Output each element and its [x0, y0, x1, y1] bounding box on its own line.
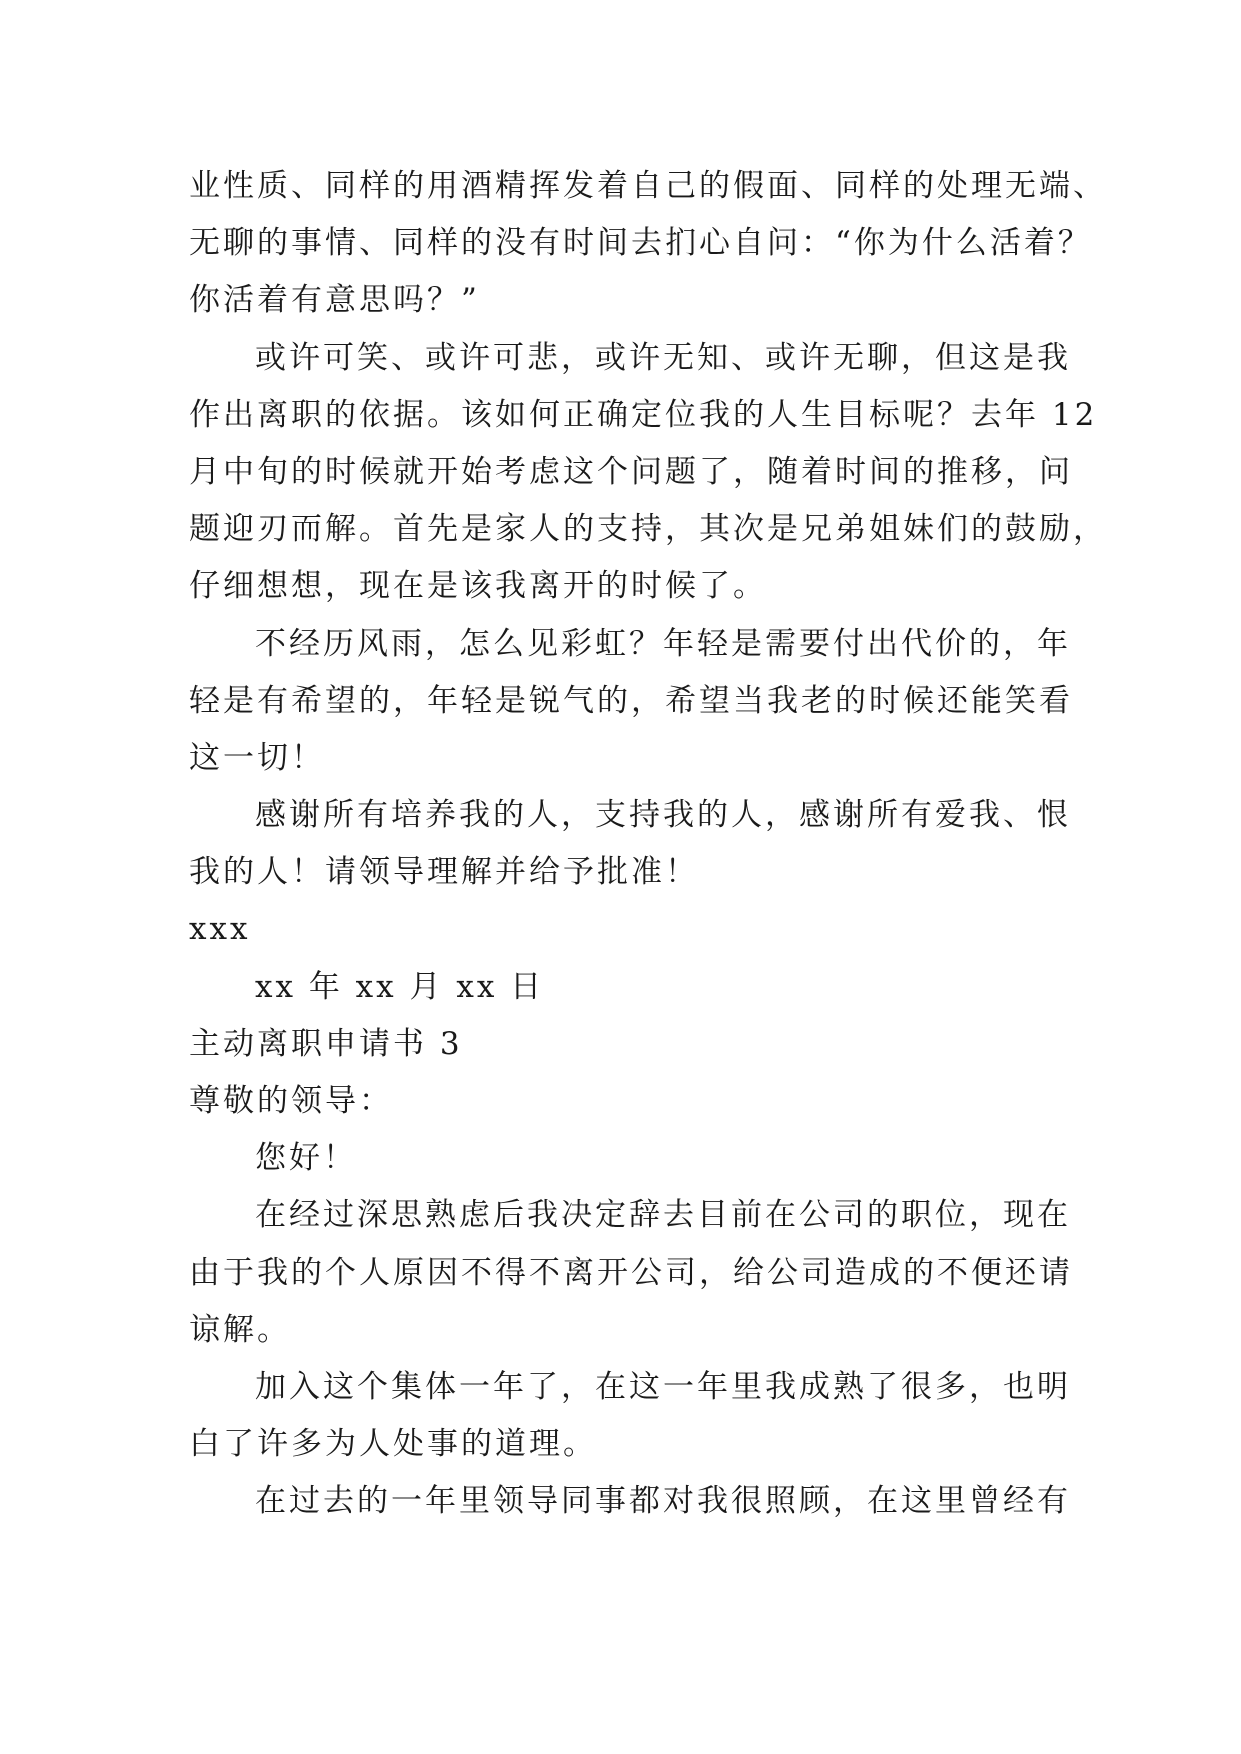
text-line: 在过去的一年里领导同事都对我很照顾，在这里曾经有 [255, 1483, 1071, 1520]
text-line: 感谢所有培养我的人，支持我的人，感谢所有爱我、恨 [255, 797, 1071, 834]
text-line: 业性质、同样的用酒精挥发着自己的假面、同样的处理无端、 [189, 168, 1107, 204]
text-line: 你活着有意思吗？” [189, 282, 480, 319]
text-line: 无聊的事情、同样的没有时间去扪心自问：“你为什么活着？ [189, 225, 1092, 262]
text-line: 在经过深思熟虑后我决定辞去目前在公司的职位，现在 [255, 1197, 1071, 1234]
text-line: 月中旬的时候就开始考虑这个问题了，随着时间的推移，问 [189, 453, 1073, 490]
signature: xxx [189, 911, 251, 948]
text-line: 由于我的个人原因不得不离开公司，给公司造成的不便还请 [189, 1254, 1073, 1291]
text-line: 题迎刃而解。首先是家人的支持，其次是兄弟姐妹们的鼓励， [189, 511, 1107, 548]
text-line: 谅解。 [189, 1311, 291, 1348]
text-line: 或许可笑、或许可悲，或许无知、或许无聊，但这是我 [255, 339, 1071, 376]
date-line: xx 年 xx 月 xx 日 [255, 968, 545, 1005]
section-title: 主动离职申请书 3 [189, 1025, 463, 1062]
text-line: 白了许多为人处事的道理。 [189, 1426, 597, 1463]
text-line: 轻是有希望的，年轻是锐气的，希望当我老的时候还能笑看 [189, 682, 1073, 719]
greeting: 您好！ [255, 1140, 357, 1177]
text-line: 这一切！ [189, 739, 325, 776]
text-line: 仔细想想，现在是该我离开的时候了。 [189, 568, 767, 605]
salutation: 尊敬的领导： [189, 1083, 393, 1119]
text-line: 我的人！请领导理解并给予批准！ [189, 854, 699, 891]
document-page [189, 158, 1107, 1531]
text-line: 作出离职的依据。该如何正确定位我的人生目标呢？去年 12 [189, 396, 1098, 433]
text-line: 加入这个集体一年了，在这一年里我成熟了很多，也明 [255, 1368, 1071, 1405]
text-line: 不经历风雨，怎么见彩虹？年轻是需要付出代价的，年 [255, 625, 1071, 662]
